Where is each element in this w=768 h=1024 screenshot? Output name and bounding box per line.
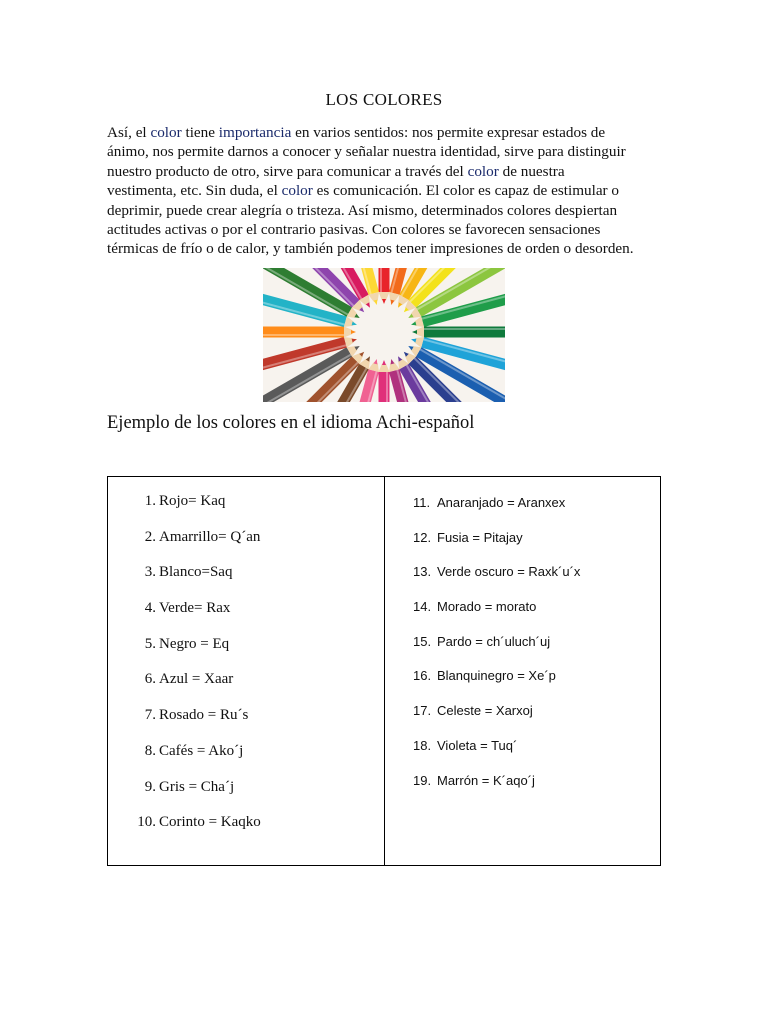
highlight-link: importancia xyxy=(218,124,292,141)
list-item-text: Amarrillo= Q´an xyxy=(159,528,261,545)
page-title: LOS COLORES xyxy=(325,90,443,109)
list-item xyxy=(108,600,384,636)
list-item-text: Blanco=Saq xyxy=(159,564,233,581)
pencil-shape xyxy=(379,268,390,304)
list-item-number: 9. xyxy=(144,778,156,795)
highlight-link: color xyxy=(467,162,499,180)
list-item-text: Azul = Xaar xyxy=(159,671,234,688)
list-item-text: Blanquinegro = Xe´p xyxy=(437,668,556,684)
list-item xyxy=(385,634,661,669)
list-item-number: 5. xyxy=(144,635,156,652)
list-item xyxy=(108,529,384,565)
pencil-shape xyxy=(379,360,390,402)
section-subtitle: Ejemplo de los colores en el idioma Achi-español xyxy=(107,413,475,433)
list-item xyxy=(108,743,384,779)
list-item-number: 7. xyxy=(144,707,156,724)
list-item-text: Gris = Cha´j xyxy=(159,778,235,795)
list-item-number: 12. xyxy=(413,529,432,545)
list-item-number: 15. xyxy=(413,633,432,649)
list-item xyxy=(108,814,384,850)
list-item-number: 8. xyxy=(144,742,156,759)
list-item xyxy=(385,738,661,773)
list-item-text: Rosado = Ru´s xyxy=(159,707,249,724)
list-item xyxy=(385,495,661,530)
list-item-number: 1. xyxy=(144,493,156,509)
list-item-text: Anaranjado = Aranxex xyxy=(437,495,566,510)
list-item-text: Celeste = Xarxoj xyxy=(437,703,533,719)
list-item-number: 3. xyxy=(144,564,156,581)
list-item-number: 2. xyxy=(144,528,156,545)
list-item-number: 10. xyxy=(137,814,156,831)
list-item xyxy=(108,493,384,529)
list-item-number: 17. xyxy=(413,703,432,719)
right-color-list xyxy=(385,495,661,807)
list-item-text: Violeta = Tuq´ xyxy=(437,737,518,753)
list-item xyxy=(108,564,384,600)
pencil-shape xyxy=(263,327,356,338)
list-item xyxy=(385,530,661,565)
list-item xyxy=(108,707,384,743)
list-item-text: Morado = morato xyxy=(437,599,537,615)
list-item xyxy=(108,636,384,672)
list-item-text: Fusia = Pitajay xyxy=(437,529,523,545)
list-item-number: 13. xyxy=(413,564,432,580)
list-item xyxy=(385,773,661,808)
list-item-text: Rojo= Kaq xyxy=(159,493,226,509)
pencil-shape xyxy=(412,327,505,338)
list-item-number: 6. xyxy=(144,671,156,688)
list-item-text: Pardo = ch´uluch´uj xyxy=(437,633,551,649)
colored-pencils-image xyxy=(263,268,505,402)
list-item xyxy=(108,671,384,707)
highlight-link: color xyxy=(150,124,182,141)
colors-table xyxy=(107,476,661,866)
left-color-list xyxy=(108,493,384,850)
intro-paragraph: Así, el color tiene importancia en varios sentidos: nos permite expresar estados de ánimo, nos permite darnos a conocer y señalar nuestra identidad, sirve para distinguir nuestro producto de otro, sirve para comunicar a través del color de nuestra vestimenta, etc. Sin duda, el color es comunicación. El color es capaz de estimular o deprimir, puede crear alegría o tristeza. Así mismo, determinados colores despiertan actitudes activas o por el contrario pasivas. Con colores se favorecen sensaciones térmicas de frío o de calor, y también podemos tener impresiones de orden o desorden. xyxy=(107,124,634,258)
list-item xyxy=(385,599,661,634)
list-item-text: Cafés = Ako´j xyxy=(159,742,244,759)
list-item-text: Corinto = Kaqko xyxy=(159,814,261,831)
list-item-text: Negro = Eq xyxy=(159,635,230,652)
list-item xyxy=(385,703,661,738)
list-item xyxy=(385,564,661,599)
list-item xyxy=(108,779,384,815)
list-item-text: Verde oscuro = Raxk´u´x xyxy=(437,564,581,580)
list-item-number: 14. xyxy=(413,599,432,615)
list-item-number: 16. xyxy=(413,668,432,684)
list-item-number: 19. xyxy=(413,772,432,788)
list-item-number: 4. xyxy=(144,600,156,617)
list-item-number: 11. xyxy=(413,495,431,510)
list-item-number: 18. xyxy=(413,737,432,753)
highlight-link: color xyxy=(281,182,313,200)
list-item xyxy=(385,668,661,703)
list-item-text: Marrón = K´aqo´j xyxy=(437,772,535,788)
list-item-text: Verde= Rax xyxy=(159,600,231,617)
